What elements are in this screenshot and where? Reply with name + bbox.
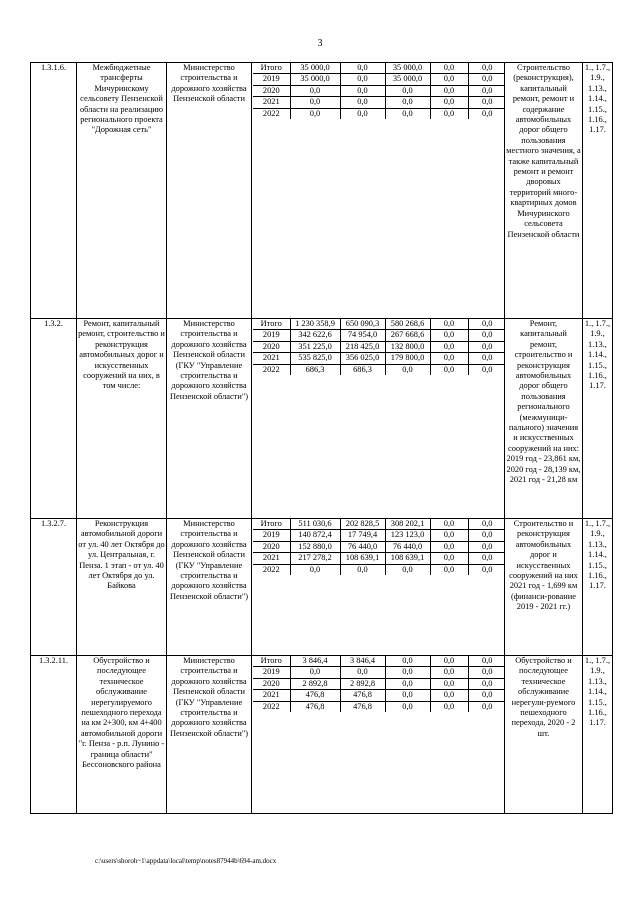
finance-row	[253, 341, 504, 352]
finance-period: 2020	[253, 678, 290, 689]
finance-value: 0,0	[340, 564, 385, 575]
row-indicators: 1., 1.7., 1.9., 1.13., 1.14., 1.15., 1.16., 1.17.	[582, 519, 612, 656]
finance-row	[253, 364, 504, 375]
row-indicators: 1., 1.7., 1.9., 1.13., 1.14., 1.15., 1.16., 1.17.	[582, 656, 612, 814]
finance-value: 2 892,8	[340, 678, 385, 689]
finance-period: 2019	[253, 74, 290, 85]
row-code: 1.3.2.11.	[31, 656, 77, 814]
finance-value: 132 800,0	[385, 341, 430, 352]
finance-value: 202 828,5	[340, 519, 385, 530]
row-code: 1.3.2.7.	[31, 519, 77, 656]
program-table	[30, 62, 613, 814]
finance-period: 2022	[253, 701, 290, 712]
finance-row	[253, 530, 504, 541]
finance-value: 0,0	[468, 519, 504, 530]
finance-value: 3 846,4	[290, 656, 340, 667]
finance-period: Итого	[253, 519, 290, 530]
finance-value: 74 954,0	[340, 330, 385, 341]
finance-value: 686,3	[340, 364, 385, 375]
finance-period: 2021	[253, 690, 290, 701]
finance-value: 476,8	[340, 690, 385, 701]
finance-row	[253, 656, 504, 667]
program-row	[31, 63, 613, 319]
finance-value: 0,0	[340, 74, 385, 85]
finance-row	[253, 63, 504, 74]
finance-value: 0,0	[468, 530, 504, 541]
finance-value: 0,0	[468, 541, 504, 552]
row-executor: Министерство строительства и дорожного хозяйства Пензенской области	[167, 63, 252, 319]
row-expected-result: Ремонт, капитальный ремонт, строительство и реконструкция автомобильных дорог общего пользования регионального (межмуници-пального) значения и искусственных сооружений на них: 2019 год - 23,861 км, 2020 год - 28,139 км, 2021 год - 21,28 км	[504, 319, 582, 519]
finance-period: Итого	[253, 63, 290, 74]
finance-value: 0,0	[430, 97, 468, 108]
finance-value: 217 278,2	[290, 553, 340, 564]
finance-value: 35 000,0	[385, 74, 430, 85]
finance-value: 0,0	[430, 330, 468, 341]
finance-row	[253, 108, 504, 119]
finance-row	[253, 667, 504, 678]
finance-value: 0,0	[430, 701, 468, 712]
finance-value: 0,0	[385, 690, 430, 701]
finance-block	[252, 519, 505, 656]
finance-period: 2019	[253, 667, 290, 678]
finance-value: 0,0	[340, 63, 385, 74]
row-expected-result: Строительство и реконструкция автомобильных дорог и искусственных сооружений на них 2021 год - 1,699 км (финанси-рование 2019 - 2021 гг.)	[504, 519, 582, 656]
finance-value: 0,0	[468, 701, 504, 712]
finance-value: 342 622,6	[290, 330, 340, 341]
row-activity-name: Обустройство и последующее техническое обслуживание нерегулируемого пешеходного перехода на км 2+300, км 4+400 автомобильной дороги "г. Пенза - р.п. Лунино - граница области" Бессоновского района	[77, 656, 167, 814]
finance-value: 0,0	[468, 108, 504, 119]
finance-value: 0,0	[468, 690, 504, 701]
row-executor: Министерство строительства и дорожного хозяйства Пензенской области (ГКУ "Управление строительства и дорожного хозяйства Пензенской области")	[167, 656, 252, 814]
finance-value: 0,0	[290, 667, 340, 678]
finance-value: 0,0	[468, 85, 504, 96]
row-expected-result: Обустройство и последующее техническое обслуживание нерегули-руемого пешеходного перехода, 2020 - 2 шт.	[504, 656, 582, 814]
finance-value: 0,0	[430, 564, 468, 575]
row-activity-name: Реконструкция автомобильной дороги от ул. 40 лет Октября до ул. Центральная, г. Пенза. 1 этап - от ул. 40 лет Октября до ул. Байкова	[77, 519, 167, 656]
program-row	[31, 656, 613, 814]
finance-row	[253, 701, 504, 712]
finance-value: 0,0	[290, 85, 340, 96]
finance-value: 0,0	[468, 364, 504, 375]
finance-value: 511 030,6	[290, 519, 340, 530]
finance-value: 0,0	[385, 667, 430, 678]
finance-period: 2020	[253, 85, 290, 96]
finance-period: 2020	[253, 541, 290, 552]
finance-value: 152 880,0	[290, 541, 340, 552]
finance-row	[253, 319, 504, 330]
finance-value: 0,0	[468, 656, 504, 667]
finance-value: 0,0	[468, 341, 504, 352]
finance-value: 0,0	[385, 701, 430, 712]
finance-value: 0,0	[430, 553, 468, 564]
finance-value: 123 123,0	[385, 530, 430, 541]
finance-period: 2021	[253, 353, 290, 364]
finance-value: 3 846,4	[340, 656, 385, 667]
finance-value: 0,0	[385, 364, 430, 375]
finance-block	[252, 319, 505, 519]
finance-value: 0,0	[385, 97, 430, 108]
finance-period: 2022	[253, 108, 290, 119]
finance-value: 35 000,0	[290, 63, 340, 74]
finance-value: 0,0	[430, 667, 468, 678]
finance-value: 0,0	[340, 108, 385, 119]
finance-value: 0,0	[430, 678, 468, 689]
finance-value: 0,0	[468, 678, 504, 689]
row-executor: Министерство строительства и дорожного хозяйства Пензенской области (ГКУ "Управление строительства и дорожного хозяйства Пензенской области")	[167, 519, 252, 656]
finance-row	[253, 74, 504, 85]
finance-value: 2 892,8	[290, 678, 340, 689]
finance-value: 76 440,0	[385, 541, 430, 552]
finance-value: 686,3	[290, 364, 340, 375]
finance-value: 0,0	[430, 74, 468, 85]
finance-value: 1 230 358,9	[290, 319, 340, 330]
finance-value: 0,0	[385, 678, 430, 689]
finance-value: 0,0	[385, 564, 430, 575]
finance-value: 0,0	[340, 667, 385, 678]
finance-period: 2021	[253, 553, 290, 564]
finance-value: 267 668,6	[385, 330, 430, 341]
finance-value: 650 090,3	[340, 319, 385, 330]
program-row	[31, 519, 613, 656]
finance-value: 0,0	[468, 330, 504, 341]
finance-value: 0,0	[430, 319, 468, 330]
finance-value: 0,0	[385, 108, 430, 119]
finance-row	[253, 564, 504, 575]
row-activity-name: Межбюджетные трансферты Мичуринскому сельсовету Пензенской области на реализацию регионального проекта "Дорожная сеть"	[77, 63, 167, 319]
finance-row	[253, 330, 504, 341]
finance-value: 0,0	[430, 63, 468, 74]
row-code: 1.3.1.6.	[31, 63, 77, 319]
finance-row	[253, 353, 504, 364]
finance-value: 0,0	[430, 364, 468, 375]
finance-value: 0,0	[430, 656, 468, 667]
finance-period: 2019	[253, 530, 290, 541]
file-path-footer: c:\users\shoroh~1\appdata\local\temp\notes87944b\694-am.docx	[95, 857, 277, 865]
finance-value: 108 639,1	[340, 553, 385, 564]
finance-row	[253, 553, 504, 564]
finance-value: 0,0	[468, 74, 504, 85]
finance-value: 476,8	[340, 701, 385, 712]
finance-value: 0,0	[468, 667, 504, 678]
finance-period: Итого	[253, 656, 290, 667]
finance-value: 0,0	[340, 97, 385, 108]
finance-value: 0,0	[430, 690, 468, 701]
finance-value: 351 225,0	[290, 341, 340, 352]
finance-value: 0,0	[430, 541, 468, 552]
finance-value: 108 639,1	[385, 553, 430, 564]
row-indicators: 1., 1.7., 1.9., 1.13., 1.14., 1.15., 1.16., 1.17.	[582, 63, 612, 319]
finance-value: 140 872,4	[290, 530, 340, 541]
finance-period: 2019	[253, 330, 290, 341]
finance-period: 2020	[253, 341, 290, 352]
finance-row	[253, 678, 504, 689]
finance-row	[253, 97, 504, 108]
finance-value: 0,0	[430, 353, 468, 364]
finance-value: 580 268,6	[385, 319, 430, 330]
finance-value: 0,0	[468, 63, 504, 74]
finance-value: 0,0	[385, 656, 430, 667]
finance-row	[253, 85, 504, 96]
finance-row	[253, 690, 504, 701]
finance-value: 179 800,0	[385, 353, 430, 364]
finance-value: 0,0	[468, 553, 504, 564]
finance-block	[252, 63, 505, 319]
finance-value: 218 425,0	[340, 341, 385, 352]
finance-value: 0,0	[430, 530, 468, 541]
finance-value: 308 202,1	[385, 519, 430, 530]
finance-period: 2022	[253, 564, 290, 575]
finance-period: 2022	[253, 364, 290, 375]
finance-value: 0,0	[468, 353, 504, 364]
finance-value: 17 749,4	[340, 530, 385, 541]
row-expected-result: Строительство (реконструкция), капитальный ремонт, ремонт и содержание автомобильных дорог общего пользования местного значения, а также капитальный ремонт и ремонт дворовых территорий много-квартирных домов Мичуринского сельсовета Пензенской области	[504, 63, 582, 319]
page-number: 3	[317, 38, 323, 49]
program-row	[31, 319, 613, 519]
finance-period: Итого	[253, 319, 290, 330]
row-code: 1.3.2.	[31, 319, 77, 519]
finance-period: 2021	[253, 97, 290, 108]
finance-value: 476,8	[290, 701, 340, 712]
finance-value: 0,0	[468, 319, 504, 330]
finance-value: 0,0	[290, 97, 340, 108]
finance-value: 0,0	[430, 85, 468, 96]
finance-value: 0,0	[430, 108, 468, 119]
row-activity-name: Ремонт, капитальный ремонт, строительство и реконструкция автомобильных дорог и искусственных сооружений на них, в том числе:	[77, 319, 167, 519]
row-indicators: 1., 1.7., 1.9., 1.13., 1.14., 1.15., 1.16., 1.17.	[582, 319, 612, 519]
finance-value: 535 825,0	[290, 353, 340, 364]
finance-value: 0,0	[430, 519, 468, 530]
finance-value: 35 000,0	[385, 63, 430, 74]
finance-value: 0,0	[385, 85, 430, 96]
finance-value: 356 025,0	[340, 353, 385, 364]
finance-value: 476,8	[290, 690, 340, 701]
finance-value: 0,0	[468, 97, 504, 108]
finance-row	[253, 541, 504, 552]
finance-value: 0,0	[468, 564, 504, 575]
finance-value: 0,0	[430, 341, 468, 352]
finance-value: 76 440,0	[340, 541, 385, 552]
finance-value: 0,0	[290, 564, 340, 575]
finance-row	[253, 519, 504, 530]
finance-block	[252, 656, 505, 814]
finance-value: 0,0	[290, 108, 340, 119]
finance-value: 35 000,0	[290, 74, 340, 85]
row-executor: Министерство строительства и дорожного хозяйства Пензенской области (ГКУ "Управление строительства и дорожного хозяйства Пензенской области")	[167, 319, 252, 519]
finance-value: 0,0	[340, 85, 385, 96]
